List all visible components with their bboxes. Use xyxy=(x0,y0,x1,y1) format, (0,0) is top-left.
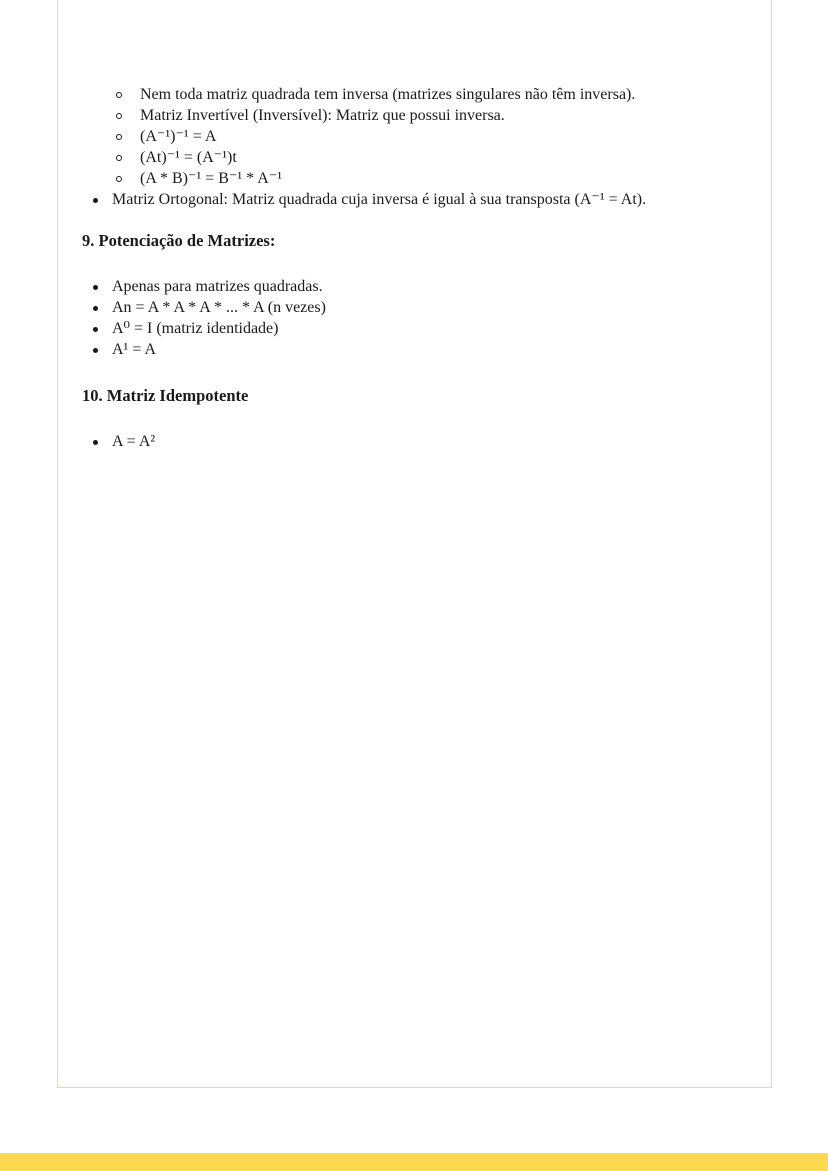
document-content xyxy=(82,84,742,452)
list-item: A = A² xyxy=(82,431,742,452)
list-item: (A * B)⁻¹ = B⁻¹ * A⁻¹ xyxy=(82,168,742,189)
inverse-properties-list xyxy=(82,84,742,189)
list-item: (At)⁻¹ = (A⁻¹)t xyxy=(82,147,742,168)
list-item: A⁰ = I (matriz identidade) xyxy=(82,318,742,339)
section-10-heading: 10. Matriz Idempotente xyxy=(82,386,249,405)
list-item: An = A * A * A * ... * A (n vezes) xyxy=(82,297,742,318)
footer-accent-bar xyxy=(0,1153,828,1171)
list-item: Apenas para matrizes quadradas. xyxy=(82,276,742,297)
orthogonal-list xyxy=(82,189,742,210)
list-item: Matriz Ortogonal: Matriz quadrada cuja inversa é igual à sua transposta (A⁻¹ = At). xyxy=(82,189,742,210)
list-item: A¹ = A xyxy=(82,339,742,360)
section-10-list xyxy=(82,431,742,452)
list-item: Matriz Invertível (Inversível): Matriz que possui inversa. xyxy=(82,105,742,126)
list-item: Nem toda matriz quadrada tem inversa (matrizes singulares não têm inversa). xyxy=(82,84,742,105)
section-9-list xyxy=(82,276,742,360)
section-9-heading: 9. Potenciação de Matrizes: xyxy=(82,231,276,250)
list-item: (A⁻¹)⁻¹ = A xyxy=(82,126,742,147)
